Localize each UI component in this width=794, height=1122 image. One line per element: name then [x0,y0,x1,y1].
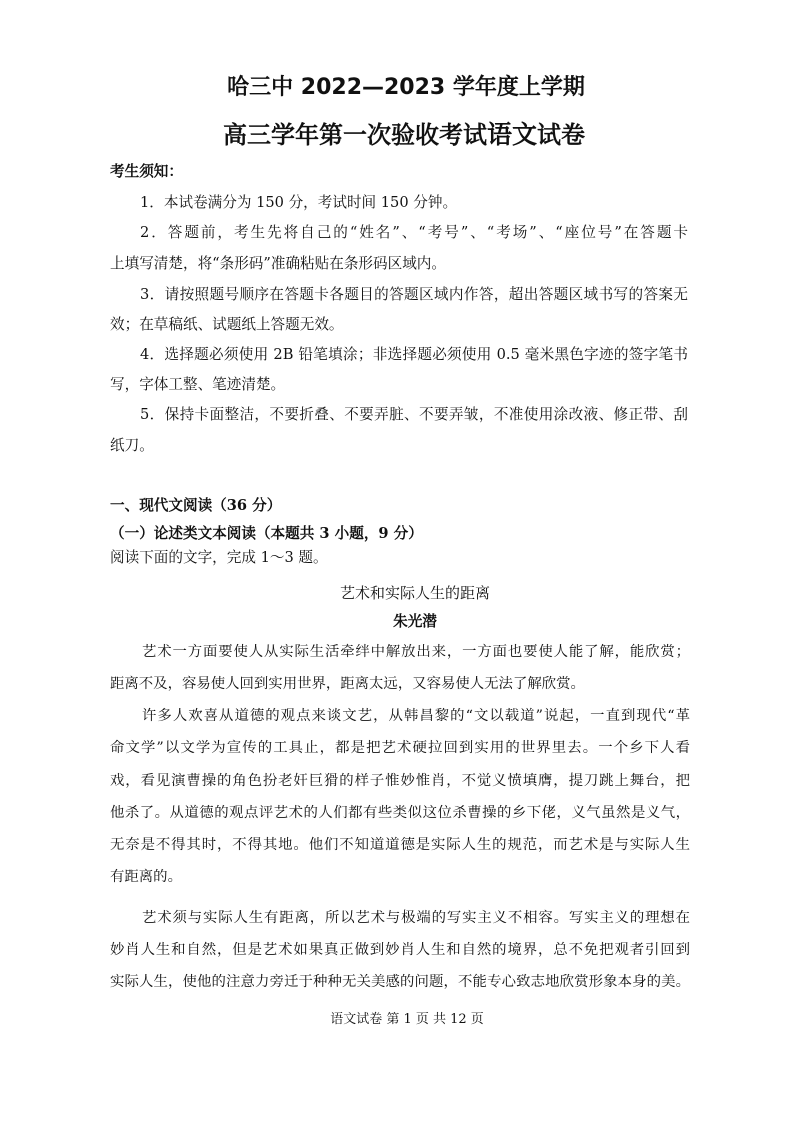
notice-line: 1．本试卷满分为 150 分，考试时间 150 分钟。 [140,194,458,211]
article-line: 许多人欢喜从道德的观点来谈文艺，从韩昌黎的“文以载道”说起，一直到现代“革 [142,708,690,724]
page-footer: 语文试卷 第 1 页 共 12 页 [330,1012,484,1027]
article-line: 无奈是不得其时，不得其地。他们不知道道德是实际人生的规范，而艺术是与实际人生 [110,837,690,853]
article-line: 有距离的。 [110,869,182,885]
article-line: 命文学”以文学为宣传的工具止，都是把艺术硬拉回到实用的世界里去。一个乡下人看 [110,740,690,756]
section-subheading: （一）论述类文本阅读（本题共 3 小题，9 分） [110,525,423,542]
article-line: 他杀了。从道德的观点评艺术的人们都有些类似这位杀曹操的乡下佬，义气虽然是义气， [110,805,690,821]
exam-subject: 语文 [486,120,537,149]
article-line: 距离不及，容易使人回到实用世界，距离太远，又容易使人无法了解欣赏。 [110,676,585,692]
article-line: 妙肖人生和自然，但是艺术如果真正做到妙肖人生和自然的境界，总不免把观者引回到 [110,942,690,958]
section-instruction: 阅读下面的文字，完成 1～3 题。 [110,549,328,566]
notice-line: 2．答题前，考生先将自己的“姓名”、“考号”、“考场”、“座位号”在答题卡 [140,224,688,241]
notice-line: 4．选择题必须使用 2B 铅笔填涂；非选择题必须使用 0.5 毫米黑色字迹的签字笔书 [140,346,688,363]
notice-line: 3．请按照题号顺序在答题卡各题目的答题区域内作答，超出答题区域书写的答案无 [140,286,688,303]
section-heading: 一、现代文阅读（36 分） [110,497,282,514]
notice-line: 5．保持卡面整洁，不要折叠、不要弄脏、不要弄皱，不准使用涂改液、修正带、刮 [140,406,688,423]
article-line: 实际人生，使他的注意力旁迁于种种无关美感的问题，不能专心致志地欣赏形象本身的美。 [110,974,690,990]
notice-line: 效；在草稿纸、试题纸上答题无效。 [110,316,344,333]
article-line: 艺术一方面要使人从实际生活牵绊中解放出来，一方面也要使人能了解，能欣赏； [142,644,690,660]
article-title: 艺术和实际人生的距离 [339,584,490,602]
exam-title-line1: 哈三中 2022—2023 学年度上学期 [227,75,585,100]
article-line: 艺术须与实际人生有距离，所以艺术与极端的写实主义不相容。写实主义的理想在 [142,910,690,926]
notice-heading: 考生须知： [110,163,183,180]
exam-title-prefix: 高三学年第一次验收考试 [222,121,487,149]
exam-title-line2 [14,119,794,151]
article-author: 朱光潜 [393,613,437,630]
notice-line: 上填写清楚，将“条形码”准确粘贴在条形码区域内。 [110,255,446,272]
notice-line: 写，字体工整、笔迹清楚。 [110,376,286,393]
notice-line: 纸刀。 [110,437,154,454]
article-line: 戏，看见演曹操的角色扮老奸巨猾的样子惟妙惟肖，不觉义愤填膺，提刀跳上舞台，把 [110,773,690,789]
exam-title-suffix: 试卷 [537,121,585,149]
